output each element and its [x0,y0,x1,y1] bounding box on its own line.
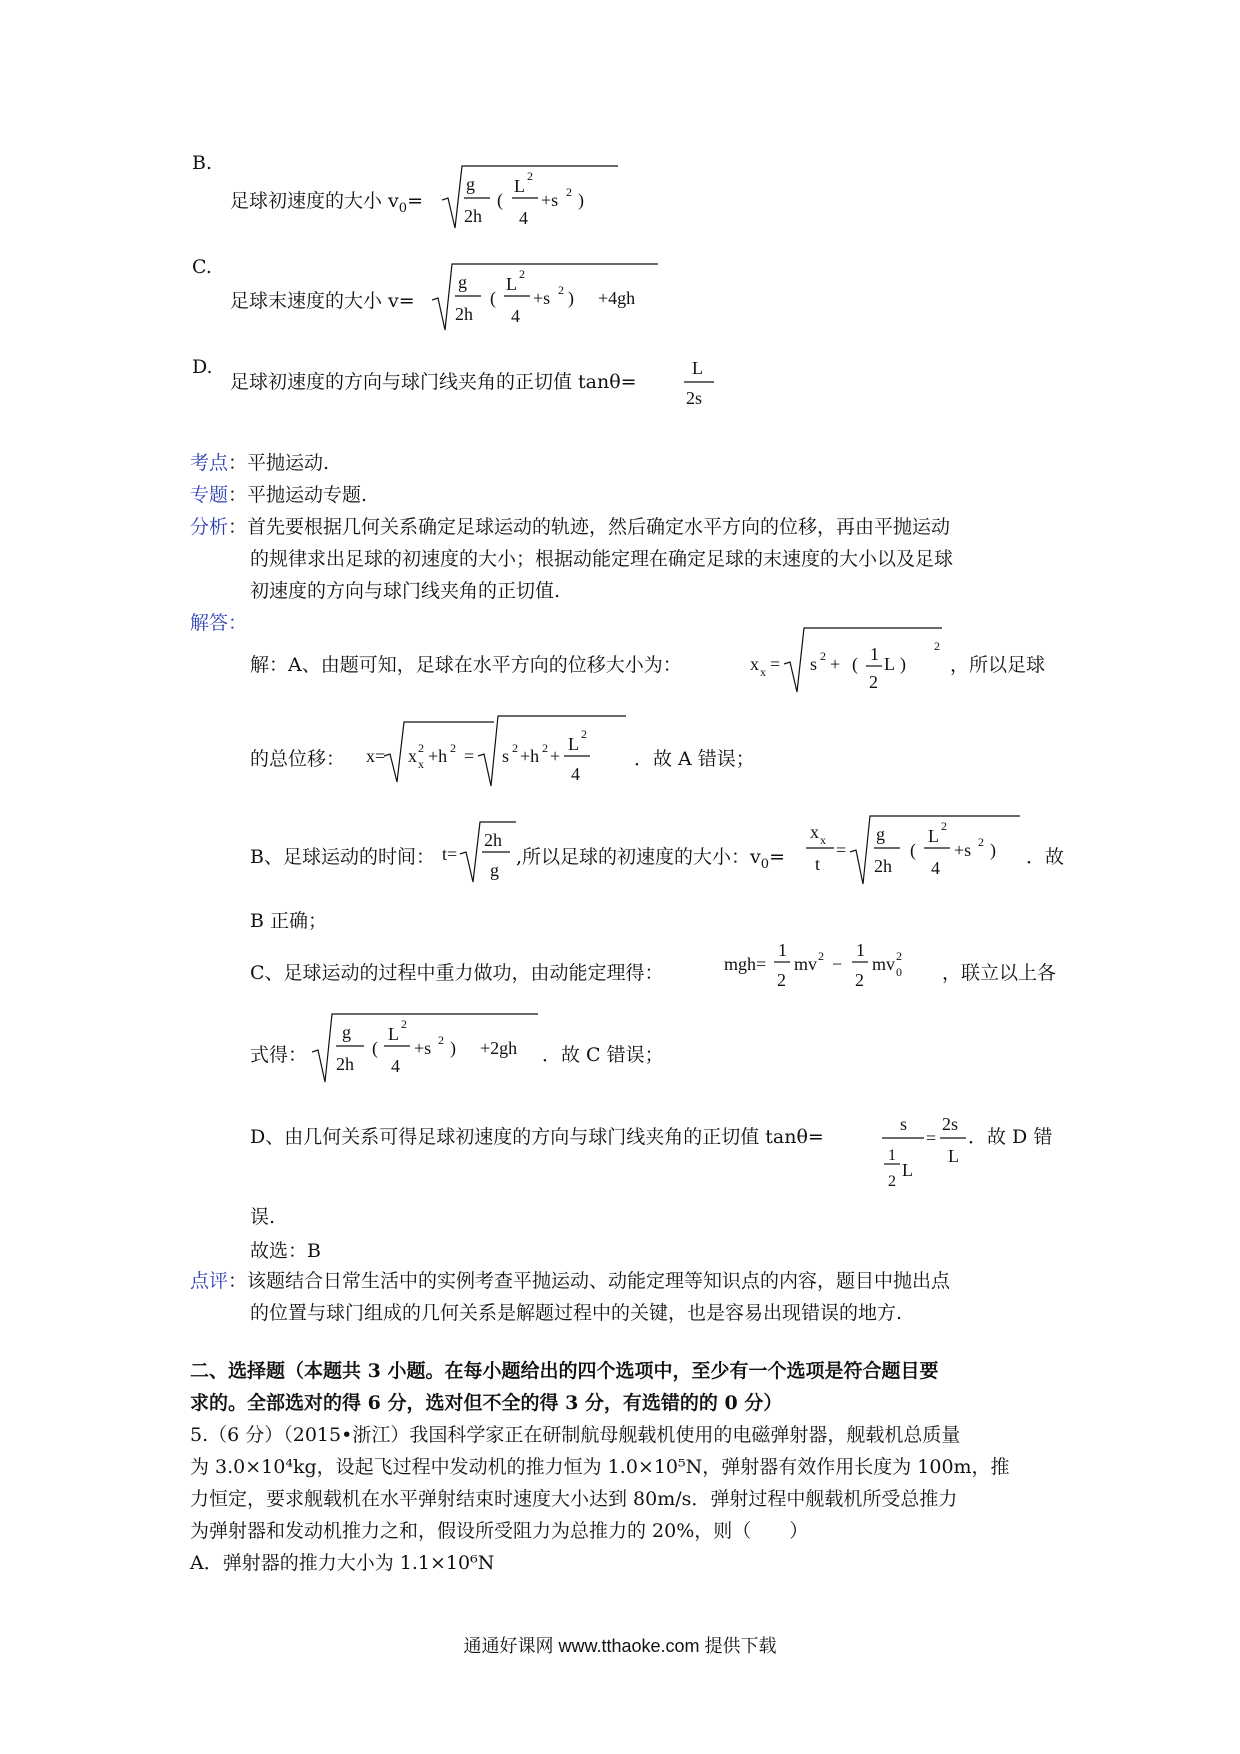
svg-text:2: 2 [818,949,824,963]
svg-text:t=: t= [442,844,458,864]
svg-text:2: 2 [869,672,878,692]
q5-line-4: 为弹射器和发动机推力之和，假设所受阻力为总推力的 20%，则（ ） [190,1520,809,1542]
svg-text:(: ( [497,190,503,210]
option-c-formula [432,260,662,336]
svg-text:2: 2 [542,741,548,755]
svg-text:1: 1 [778,940,787,960]
option-b-formula [442,162,622,234]
sol-b1-pre: B、足球运动的时间： [250,846,435,868]
option-b-letter: B. [192,152,213,174]
page-footer: 通通好课网 www.tthaoke.com 提供下载 [463,1636,777,1656]
svg-text:2: 2 [941,819,947,833]
svg-text:): ) [450,1038,456,1058]
svg-text:g: g [876,824,885,844]
svg-text:4: 4 [511,306,520,326]
svg-text:2: 2 [512,741,518,755]
svg-text:2h: 2h [336,1054,354,1074]
svg-text:+s: +s [414,1038,432,1058]
svg-text:mv: mv [794,954,818,974]
comment-line-1: ：该题结合日常生活中的实例考查平抛运动、动能定理等知识点的内容，题目中抛出点 [228,1270,951,1292]
svg-text:L: L [514,176,525,196]
svg-text:x: x [760,665,766,679]
svg-text:+: + [550,746,561,766]
sol-b2: B 正确； [250,910,328,932]
option-b-eq: = [407,190,423,212]
jieda-label: 解答 [190,612,229,634]
comment-line-2: 的位置与球门组成的几何关系是解题过程中的关键，也是容易出现错误的地方. [250,1302,903,1324]
svg-text:2: 2 [558,283,564,297]
svg-text:=: = [836,840,847,860]
svg-text:(: ( [372,1038,378,1058]
sol-a1-post: ，所以足球 [950,654,1046,676]
svg-text:mgh=: mgh= [724,954,767,974]
svg-text:2: 2 [566,185,572,199]
svg-text:2h: 2h [484,830,502,850]
svg-text:L: L [388,1024,399,1044]
svg-text:2: 2 [519,267,525,281]
jieda-colon: ： [228,612,248,634]
sol-c1-pre: C、足球运动的过程中重力做功，由动能定理得： [250,962,664,984]
fenxi-line-2: 的规律求出足球的初速度的大小；根据动能定理在确定足球的末速度的大小以及足球 [250,548,954,570]
jieda-row [190,608,247,638]
option-c-text: 足球末速度的大小 v= [230,290,415,312]
svg-text:0: 0 [896,965,902,979]
svg-text:2: 2 [820,649,826,663]
comment-label: 点评 [190,1270,229,1292]
svg-text:=: = [464,746,475,766]
svg-text:g: g [458,272,467,292]
svg-text:2: 2 [888,1173,896,1190]
sol-b1-mid [516,842,785,872]
svg-text:g: g [490,860,499,880]
svg-text:2s: 2s [686,388,703,408]
sol-c2-pre: 式得： [250,1044,308,1066]
svg-text:): ) [990,840,996,860]
kaodian-row [190,448,329,478]
svg-text:L: L [948,1146,959,1166]
svg-text:2: 2 [581,727,587,741]
svg-text:2: 2 [450,741,456,755]
svg-text:(: ( [490,288,496,308]
svg-text:−: − [832,954,843,974]
fenxi-line-3: 初速度的方向与球门线夹角的正切值. [250,580,561,602]
svg-text:2: 2 [777,970,786,990]
sol-c2-formula [312,1008,542,1088]
svg-text:4: 4 [931,858,940,878]
option-b-label: 足球初速度的大小 v [230,190,399,212]
sol-a1-pre: 解：A、由题可知，足球在水平方向的位移大小为： [250,654,682,676]
svg-text:L: L [902,1160,913,1180]
svg-text:+h: +h [520,746,540,766]
svg-text:2: 2 [401,1017,407,1031]
svg-text:): ) [900,654,906,674]
q5-line-3: 力恒定，要求舰载机在水平弹射结束时速度大小达到 80m/s．弹射过程中舰载机所受总推力 [190,1488,958,1510]
zhuanti-label: 专题 [190,484,229,506]
svg-text:2h: 2h [455,304,473,324]
option-d-formula [680,354,720,410]
svg-text:2: 2 [978,835,984,849]
svg-text:L: L [506,274,517,294]
svg-text:+h: +h [428,746,448,766]
svg-text:1: 1 [856,940,865,960]
svg-text:=: = [926,1128,937,1148]
svg-text:x: x [820,833,826,847]
kaodian-text: ：平抛运动. [228,452,330,474]
svg-text:(: ( [910,840,916,860]
svg-text:+s: +s [954,840,972,860]
sol-d1-formula [880,1106,970,1196]
sol-d1-pre: D、由几何关系可得足球初速度的方向与球门线夹角的正切值 tanθ= [250,1126,824,1148]
comment-row-1 [190,1266,950,1296]
svg-text:4: 4 [571,764,580,784]
svg-text:x: x [418,757,424,771]
svg-text:2: 2 [896,949,902,963]
svg-text:+: + [830,654,841,674]
option-b-text [230,186,423,216]
sol-b1-mid-text: ,所以足球的初速度的大小：v [516,846,761,868]
svg-text:2h: 2h [874,856,892,876]
option-d-letter: D. [192,356,213,378]
sol-b1-time-formula [440,818,520,890]
sol-d2: 误. [250,1206,276,1228]
option-c-letter: C. [192,256,212,278]
q5-option-a: A．弹射器的推力大小为 1.1×10⁶N [190,1552,495,1574]
svg-text:2: 2 [418,741,424,755]
sol-a2-formula [364,712,634,792]
svg-text:2: 2 [934,639,940,653]
sol-b1-v0-formula [804,812,1024,890]
sol-a1-formula [750,620,950,696]
kaodian-label: 考点 [190,452,229,474]
sol-c2-post: ．故 C 错误； [542,1044,664,1066]
fenxi-label: 分析 [190,516,229,538]
zhuanti-row [190,480,367,510]
svg-text:2: 2 [527,169,533,183]
svg-text:g: g [466,174,475,194]
svg-text:x: x [408,746,417,766]
section2-heading-2: 求的。全部选对的得 6 分，选对但不全的得 3 分，有选错的的 0 分） [190,1392,783,1414]
svg-text:+2gh: +2gh [480,1038,518,1058]
sol-a2-pre: 的总位移： [250,748,346,770]
sol-c1-formula [722,934,942,1000]
fenxi-line-1: ：首先要根据几何关系确定足球运动的轨迹，然后确定水平方向的位移，再由平抛运动 [228,516,951,538]
section2-heading-1: 二、选择题（本题共 3 小题。在每小题给出的四个选项中，至少有一个选项是符合题目要 [190,1360,939,1382]
svg-text:2: 2 [438,1033,444,1047]
svg-text:1: 1 [888,1147,896,1164]
svg-text:mv: mv [872,954,896,974]
svg-text:+4gh: +4gh [598,288,636,308]
svg-text:s: s [502,746,510,766]
svg-text:): ) [578,190,584,210]
option-d-text: 足球初速度的方向与球门线夹角的正切值 tanθ= [230,371,637,393]
fenxi-row-1 [190,512,950,542]
zhuanti-text: ：平抛运动专题. [228,484,368,506]
svg-text:L: L [884,654,895,674]
sol-answer: 故选：B [250,1240,321,1262]
svg-text:=: = [770,654,781,674]
svg-text:t: t [815,854,821,874]
option-b-sub: 0 [398,200,408,216]
sol-b1-sub: 0 [760,856,770,872]
svg-text:s: s [900,1114,908,1134]
sol-a2-post: ．故 A 错误； [634,748,755,770]
q5-line-2: 为 3.0×10⁴kg，设起飞过程中发动机的推力恒为 1.0×10⁵N，弹射器有效作用长度为 100m，推 [190,1456,1010,1478]
svg-text:4: 4 [391,1056,400,1076]
svg-text:+s: +s [533,288,551,308]
svg-text:2: 2 [855,970,864,990]
svg-text:g: g [342,1022,351,1042]
svg-text:(: ( [852,654,858,674]
svg-text:x: x [810,822,819,842]
sol-c1-post: ，联立以上各 [942,962,1057,984]
svg-text:x: x [750,654,759,674]
svg-text:s: s [810,654,818,674]
q5-line-1: 5.（6 分）（2015•浙江）我国科学家正在研制航母舰载机使用的电磁弹射器，舰载机总质量 [190,1424,961,1446]
svg-text:1: 1 [870,644,879,664]
svg-text:4: 4 [519,208,528,228]
svg-text:L: L [568,734,579,754]
svg-text:L: L [692,358,703,378]
sol-d1-post: ．故 D 错 [968,1126,1053,1148]
sol-b1-post: ．故 [1026,846,1065,868]
svg-text:2h: 2h [464,206,482,226]
svg-text:2s: 2s [942,1114,959,1134]
svg-text:L: L [928,826,939,846]
sol-b1-eq: = [769,846,785,868]
svg-text:): ) [568,288,574,308]
svg-text:+s: +s [541,190,559,210]
svg-text:x=: x= [366,746,386,766]
